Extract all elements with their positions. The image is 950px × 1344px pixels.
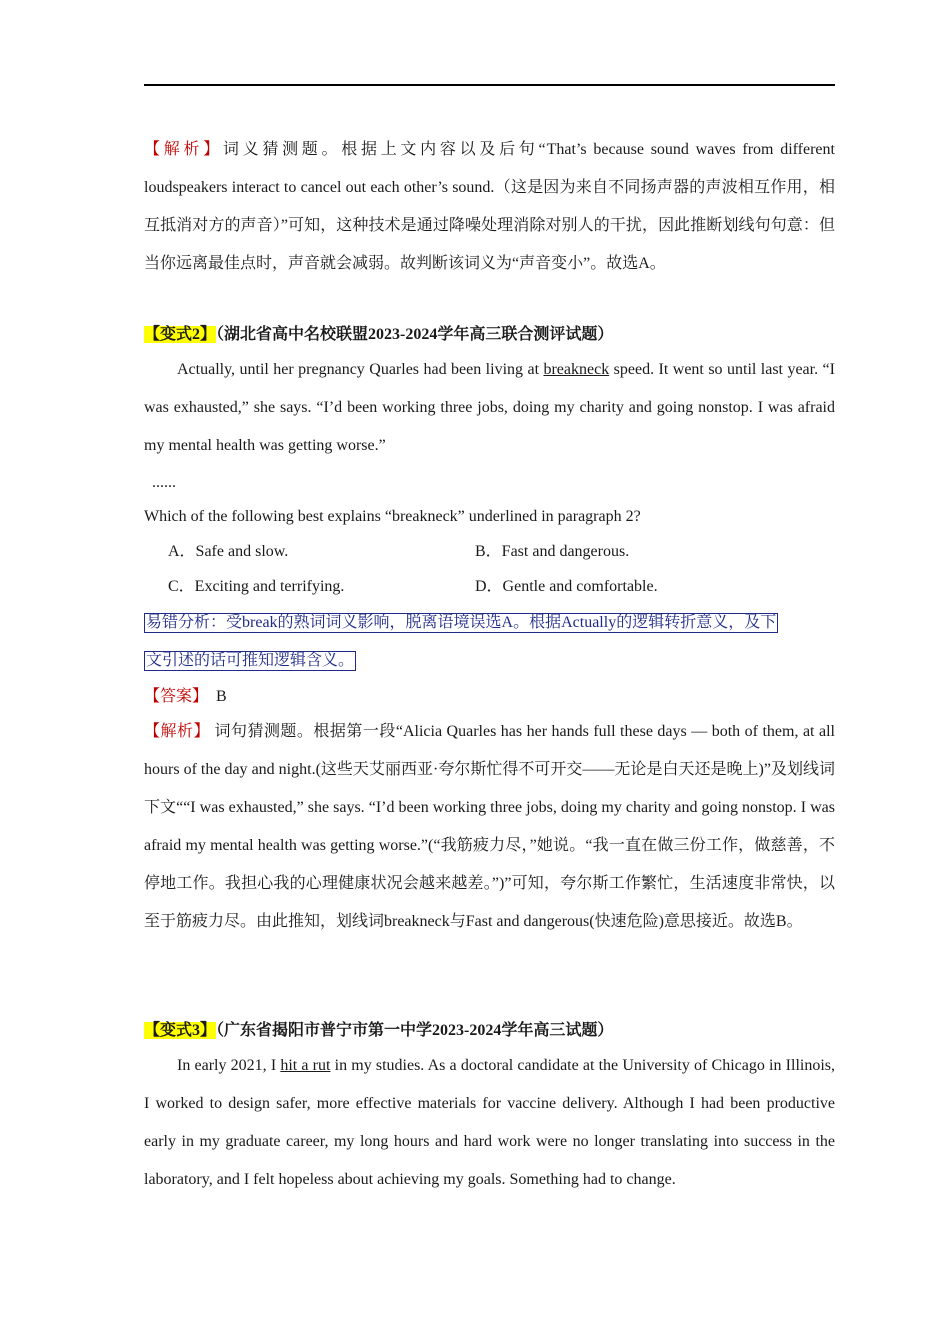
analysis-lead: 词义猜测题。根据上文内容以及后句“ [222,141,547,158]
error-line-2: 文引述的话可推知逻辑含义。 [146,652,355,669]
ellipsis [144,472,835,494]
error-label: 易错分析： [146,614,227,631]
question-text: Which of the following best explains “breakneck” underlined in paragraph 2? [144,508,641,525]
analysis-section-1 [144,131,835,283]
error-line-1: 受break的熟词词义影响，脱离语境误选A。根据Actually的逻辑转折意义，及下 [226,614,777,631]
variant-2-passage [144,351,835,465]
variant-2-heading [144,324,835,346]
answer [144,686,835,708]
passage-text: speed. It went so until last year. “I was exhausted,” she says. “I’d been working three jobs, doing my charity and going nonstop. I was afraid my mental health was getting worse.” [144,361,835,454]
analysis-text: 词句猜测题。根据第一段“Alicia Quarles has her hands full these days — both of them, at all hours of the day and night.(这些天艾丽西亚·夸尔斯忙得不可开交——无论是白天还是晚上)”及划线词下文““I was exhausted,” she says. “I’d been working three jobs, doing my charity and going nonstop. I was afraid my mental health was getting worse.”(“我筋疲力尽，”她说。“我一直在做三份工作，做慈善，不停地工作。我担心我的心理健康状况会越来越差。”)”可知，夸尔斯工作繁忙，生活速度非常快，以至于筋疲力尽。由此推知，划线词breakneck与Fast and dangerous(快速危险)意思接近。故选B。 [144,723,835,930]
passage-text: Actually, until her pregnancy Quarles had been living at [177,361,544,378]
analysis-body: That’s because sound waves from different loudspeakers interact to cancel out each other’s sound.（这是因为来自不同扬声器的声波相互作用，相互抵消对方的声音）”可知，这种技术是通过降噪处理消除对别人的干扰，因此推断划线句句意：但当你远离最佳点时，声音就会减弱。故判断该词义为“声音变小”。故选A。 [144,141,835,272]
options [144,541,835,598]
variant-tag: 【变式2】 [144,326,217,343]
analysis-label: 【解析】 [144,723,210,740]
underlined-word: breakneck [543,361,610,378]
passage-paragraph [144,1047,835,1199]
analysis-paragraph [144,131,835,283]
variant-2-analysis [144,713,835,941]
passage-paragraph [144,351,835,465]
variant-source: （湖北省高中名校联盟2023-2024学年高三联合测评试题） [216,326,614,343]
passage-text: in my studies. As a doctoral candidate at the University of Chicago in Illinois, I worked to design safer, more effective materials for vaccine delivery. Although I had been productive early in my graduate career, my long hours and hard work were no longer translating into success in the laboratory, and I felt hopeless about achieving my goals. Something had to change. [144,1057,836,1188]
answer-label: 【答案】 [144,688,209,705]
option-c: C．Exciting and terrifying. [168,578,345,595]
option-a: A．Safe and slow. [168,543,289,560]
error-analysis [144,604,835,680]
analysis-label: 【解析】 [144,141,223,158]
answer-value: B [216,688,227,705]
passage-text: In early 2021, I [177,1057,281,1074]
variant-tag: 【变式3】 [144,1022,217,1039]
option-d: D．Gentle and comfortable. [475,578,658,595]
header-rule [144,84,835,86]
ellipsis-text: ...... [152,474,176,491]
variant-3-heading [144,1020,835,1042]
question [144,506,835,528]
underlined-phrase: hit a rut [280,1057,331,1074]
option-b: B．Fast and dangerous. [475,543,630,560]
variant-source: （广东省揭阳市普宁市第一中学2023-2024学年高三试题） [216,1022,614,1039]
variant-3-passage [144,1047,835,1199]
